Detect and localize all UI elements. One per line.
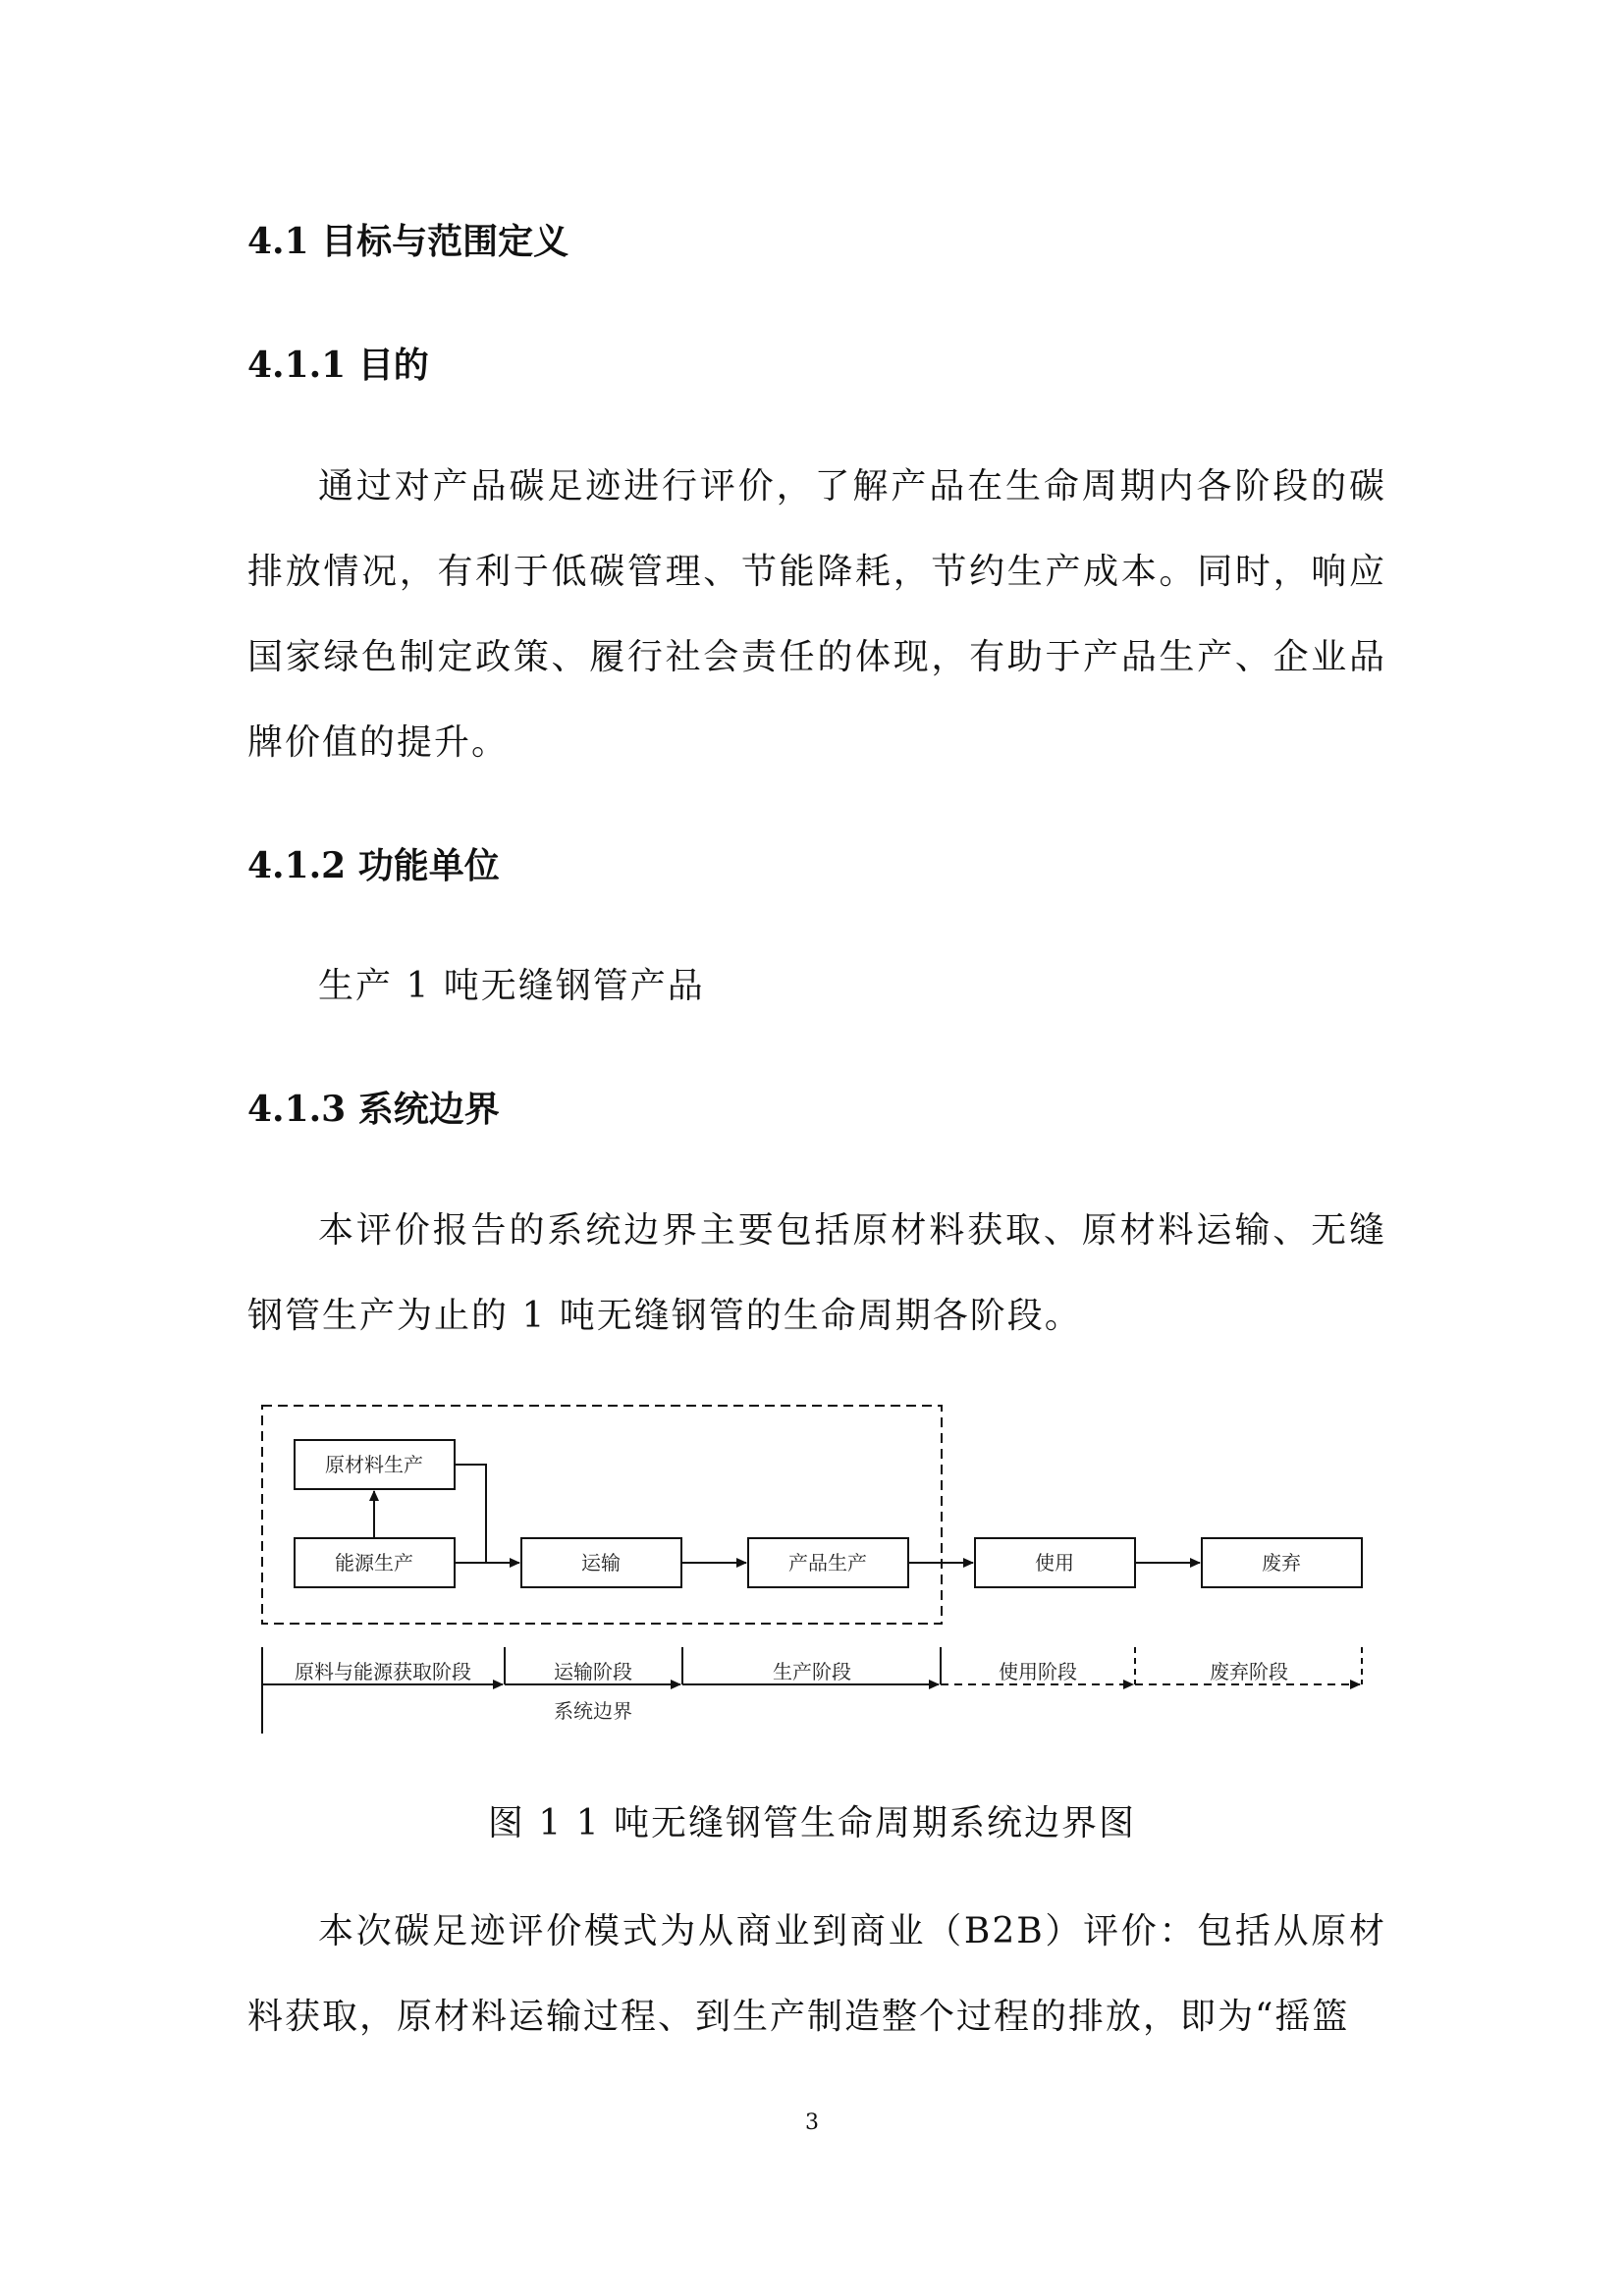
stage-label-disposal: 废弃阶段	[1210, 1660, 1288, 1683]
section-heading-4-1-1: 4.1.1 目的	[247, 345, 429, 386]
section-heading-4-1-3: 4.1.3 系统边界	[247, 1089, 500, 1130]
stage-label-transport: 运输阶段	[554, 1660, 632, 1683]
stage-label-production: 生产阶段	[773, 1660, 851, 1683]
box-disposal-label: 废弃	[1262, 1551, 1301, 1575]
box-production-label: 产品生产	[788, 1551, 867, 1575]
mode-paragraph: 本次碳足迹评价模式为从商业到商业（B2B）评价：包括从原材料获取，原材料运输过程、到生产制造整个过程的排放，即为“摇篮	[247, 1911, 1386, 2037]
box-raw-material	[295, 1440, 455, 1489]
stage-label-use: 使用阶段	[999, 1660, 1077, 1683]
section-heading-4-1: 4.1 目标与范围定义	[247, 221, 569, 262]
box-production	[748, 1538, 908, 1587]
system-boundary-frame	[262, 1406, 942, 1624]
box-transport	[521, 1538, 681, 1587]
purpose-paragraph: 通过对产品碳足迹进行评价，了解产品在生命周期内各阶段的碳排放情况，有利于低碳管理、节能降耗，节约生产成本。同时，响应国家绿色制定政策、履行社会责任的体现，有助于产品生产、企业品牌价值的提升。	[247, 466, 1386, 763]
box-energy	[295, 1538, 455, 1587]
box-disposal	[1202, 1538, 1362, 1587]
box-use	[975, 1538, 1135, 1587]
box-transport-label: 运输	[581, 1551, 621, 1575]
box-energy-label: 能源生产	[335, 1551, 413, 1575]
boundary-paragraph: 本评价报告的系统边界主要包括原材料获取、原材料运输、无缝钢管生产为止的 1 吨无缝钢管的生命周期各阶段。	[247, 1210, 1386, 1336]
box-use-label: 使用	[1035, 1551, 1074, 1575]
system-boundary-label: 系统边界	[554, 1699, 632, 1723]
section-heading-4-1-2: 4.1.2 功能单位	[247, 845, 500, 886]
connector-raw-material	[455, 1465, 486, 1563]
stage-label-acquisition: 原料与能源获取阶段	[295, 1660, 471, 1683]
page-number: 3	[805, 2110, 819, 2135]
box-raw-material-label: 原材料生产	[325, 1453, 423, 1476]
system-boundary-diagram	[245, 1394, 1384, 1747]
figure-caption: 图 1 1 吨无缝钢管生命周期系统边界图	[487, 1803, 1137, 1843]
functional-unit-text: 生产 1 吨无缝钢管产品	[318, 966, 705, 1006]
